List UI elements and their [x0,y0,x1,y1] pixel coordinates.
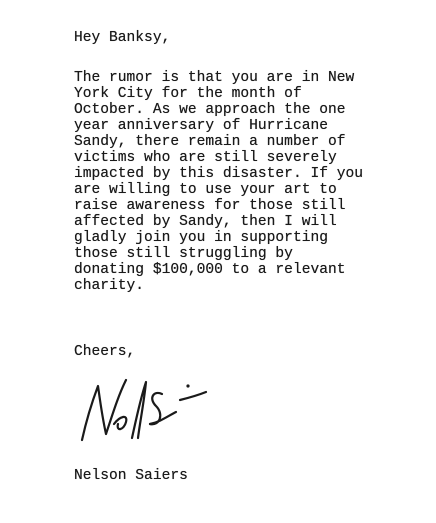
letter-body-line: those still struggling by [74,246,293,262]
letter-body-line: donating $100,000 to a relevant [74,262,346,278]
signer-name: Nelson Saiers [74,468,188,484]
letter-body-line: gladly join you in supporting [74,230,328,246]
letter-body-line: are willing to use your art to [74,182,337,198]
letter-greeting: Hey Banksy, [74,30,171,46]
letter-body-line: victims who are still severely [74,150,337,166]
letter-body-line: affected by Sandy, then I will [74,214,337,230]
letter-body-line: charity. [74,278,145,294]
letter-body-line: York City for the month of [74,86,302,102]
letter-body-line: The rumor is that you are in New [74,70,355,86]
letter-body-line: October. As we approach the one [74,102,346,118]
letter-body [74,70,414,294]
letter-body-line: raise awareness for those still [74,198,346,214]
letter-closing: Cheers, [74,344,136,360]
letter-body-line: year anniversary of Hurricane [74,118,328,134]
letter-body-line: impacted by this disaster. If you [74,166,364,182]
letter-body-line: Sandy, there remain a number of [74,134,346,150]
handwritten-signature [76,372,216,452]
